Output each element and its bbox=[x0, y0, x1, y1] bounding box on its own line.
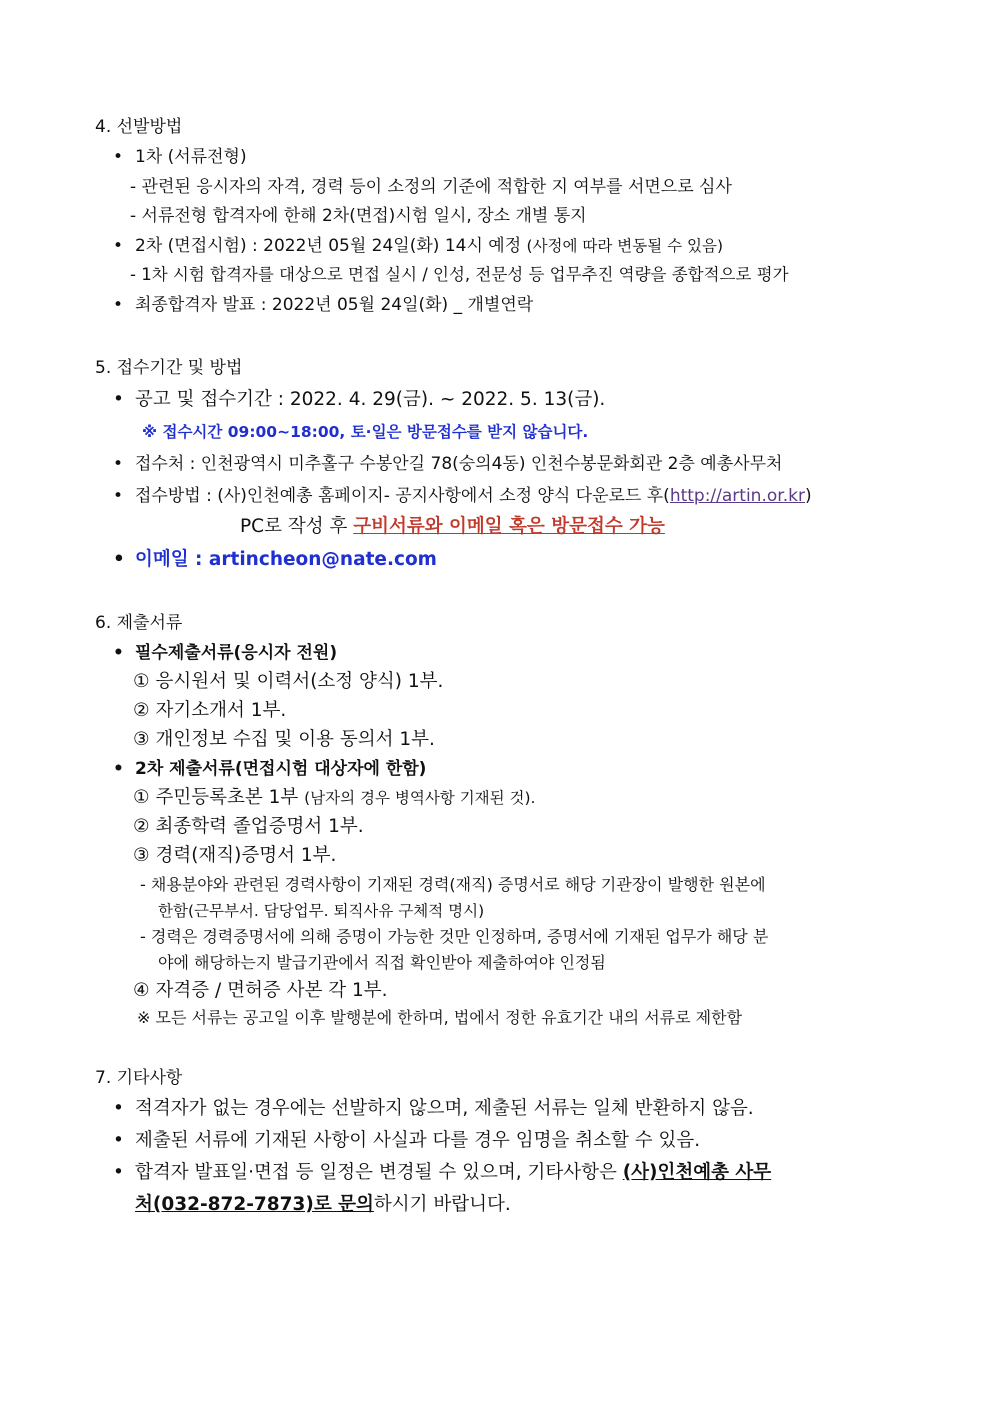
item-text: 공고 및 접수기간 : 2022. 4. 29(금). ~ 2022. 5. 13(금). bbox=[135, 389, 606, 410]
list-detail-cont: 야에 해당하는지 발급기관에서 직접 확인받아 제출하여야 인정됨 bbox=[158, 953, 606, 972]
bullet: • bbox=[113, 1130, 124, 1151]
list-item bbox=[113, 293, 533, 317]
list-item bbox=[113, 641, 337, 665]
item-text: 1차 (서류전형) bbox=[135, 147, 247, 167]
item-text: 2차 제출서류(면접시험 대상자에 한함) bbox=[135, 759, 427, 779]
list-detail: - 채용분야와 관련된 경력사항이 기재된 경력(재직) 증명서로 해당 기관장이 발행한 원본에 bbox=[140, 875, 766, 894]
list-item bbox=[113, 452, 782, 476]
list-subitem: ④ 자격증 / 면허증 사본 각 1부. bbox=[133, 980, 388, 1001]
item-text: PC로 작성 후 bbox=[240, 516, 354, 537]
bullet: • bbox=[113, 236, 124, 256]
bullet: • bbox=[113, 454, 124, 474]
list-detail: - 경력은 경력증명서에 의해 증명이 가능한 것만 인정하며, 증명서에 기재된 업무가 해당 분 bbox=[140, 927, 769, 946]
list-item bbox=[113, 1097, 754, 1121]
list-item bbox=[113, 484, 812, 508]
bullet: • bbox=[113, 486, 124, 506]
item-text: 적격자가 없는 경우에는 선발하지 않으며, 제출된 서류는 일체 반환하지 않음. bbox=[135, 1098, 754, 1119]
item-text: 제출된 서류에 기재된 사항이 사실과 다를 경우 임명을 취소할 수 있음. bbox=[135, 1130, 701, 1151]
list-item bbox=[113, 548, 437, 572]
list-item bbox=[113, 145, 247, 169]
bullet: • bbox=[113, 147, 124, 167]
emphasis-text: (사)인천예총 사무 bbox=[622, 1162, 772, 1183]
item-text: 필수제출서류(응시자 전원) bbox=[135, 643, 338, 663]
bullet: • bbox=[113, 295, 124, 315]
email-text: 이메일 : artincheon@nate.com bbox=[135, 549, 437, 570]
item-text: 접수방법 : (사)인천예총 홈페이지- 공지사항에서 소정 양식 다운로드 후( bbox=[135, 486, 670, 506]
section-5-title: 5. 접수기간 및 방법 bbox=[95, 358, 243, 378]
list-item bbox=[113, 1129, 700, 1153]
list-detail-cont: 한함(근무부서. 담당업무. 퇴직사유 구체적 명시) bbox=[158, 902, 485, 920]
section-6-title: 6. 제출서류 bbox=[95, 613, 183, 633]
list-subitem: ③ 개인정보 수집 및 이용 동의서 1부. bbox=[133, 729, 435, 750]
list-item bbox=[113, 234, 723, 258]
section-4-title: 4. 선발방법 bbox=[95, 117, 183, 137]
list-subitem: ① 응시원서 및 이력서(소정 양식) 1부. bbox=[133, 671, 444, 692]
list-subitem: ③ 경력(재직)증명서 1부. bbox=[133, 845, 337, 866]
list-subitem: - 1차 시험 합격자를 대상으로 면접 실시 / 인성, 전문성 등 업무추진 역량을 종합적으로 평가 bbox=[130, 265, 789, 284]
bullet: • bbox=[113, 389, 124, 410]
item-text: ) bbox=[804, 486, 812, 506]
item-text: 하시기 바랍니다. bbox=[373, 1194, 511, 1215]
section-7-title: 7. 기타사항 bbox=[95, 1068, 183, 1088]
list-subitem: - 서류전형 합격자에 한해 2차(면접)시험 일시, 장소 개별 통지 bbox=[130, 206, 587, 226]
bullet: • bbox=[113, 1162, 124, 1183]
list-item bbox=[113, 1161, 771, 1185]
item-note: (남자의 경우 병역사항 기재된 것). bbox=[304, 789, 536, 807]
list-subitem bbox=[133, 786, 536, 810]
list-item bbox=[113, 388, 605, 412]
list-continuation bbox=[135, 1193, 511, 1217]
item-text: ① 주민등록초본 1부 bbox=[133, 787, 299, 808]
item-text: 2차 (면접시험) : 2022년 05월 24일(화) 14시 예정 bbox=[135, 236, 522, 256]
emphasis-text: 구비서류와 이메일 혹은 방문접수 가능 bbox=[353, 516, 665, 537]
bullet: • bbox=[113, 643, 124, 663]
bullet: • bbox=[113, 1098, 124, 1119]
note-text: ※ 모든 서류는 공고일 이후 발행분에 한하며, 법에서 정한 유효기간 내의 서류로 제한함 bbox=[137, 1008, 743, 1027]
bullet: • bbox=[113, 759, 124, 779]
item-text: 접수처 : 인천광역시 미추홀구 수봉안길 78(숭의4동) 인천수봉문화회관 2층 예총사무처 bbox=[135, 454, 783, 474]
homepage-link[interactable]: http://artin.or.kr bbox=[669, 486, 805, 506]
item-text: 합격자 발표일·면접 등 일정은 변경될 수 있으며, 기타사항은 bbox=[135, 1162, 623, 1183]
bullet: • bbox=[113, 549, 125, 570]
list-subitem: - 관련된 응시자의 자격, 경력 등이 소정의 기준에 적합한 지 여부를 서면으로 심사 bbox=[130, 177, 732, 197]
list-subitem: ② 자기소개서 1부. bbox=[133, 700, 287, 721]
notice-text: ※ 접수시간 09:00~18:00, 토·일은 방문접수를 받지 않습니다. bbox=[142, 423, 589, 441]
emphasis-text: 처(032-872-7873)로 문의 bbox=[135, 1194, 374, 1215]
list-subitem: ② 최종학력 졸업증명서 1부. bbox=[133, 816, 364, 837]
item-note: (사정에 따라 변동될 수 있음) bbox=[526, 237, 724, 255]
list-item bbox=[113, 757, 426, 781]
item-text: 최종합격자 발표 : 2022년 05월 24일(화) _ 개별연락 bbox=[135, 295, 534, 315]
list-continuation bbox=[240, 515, 665, 539]
